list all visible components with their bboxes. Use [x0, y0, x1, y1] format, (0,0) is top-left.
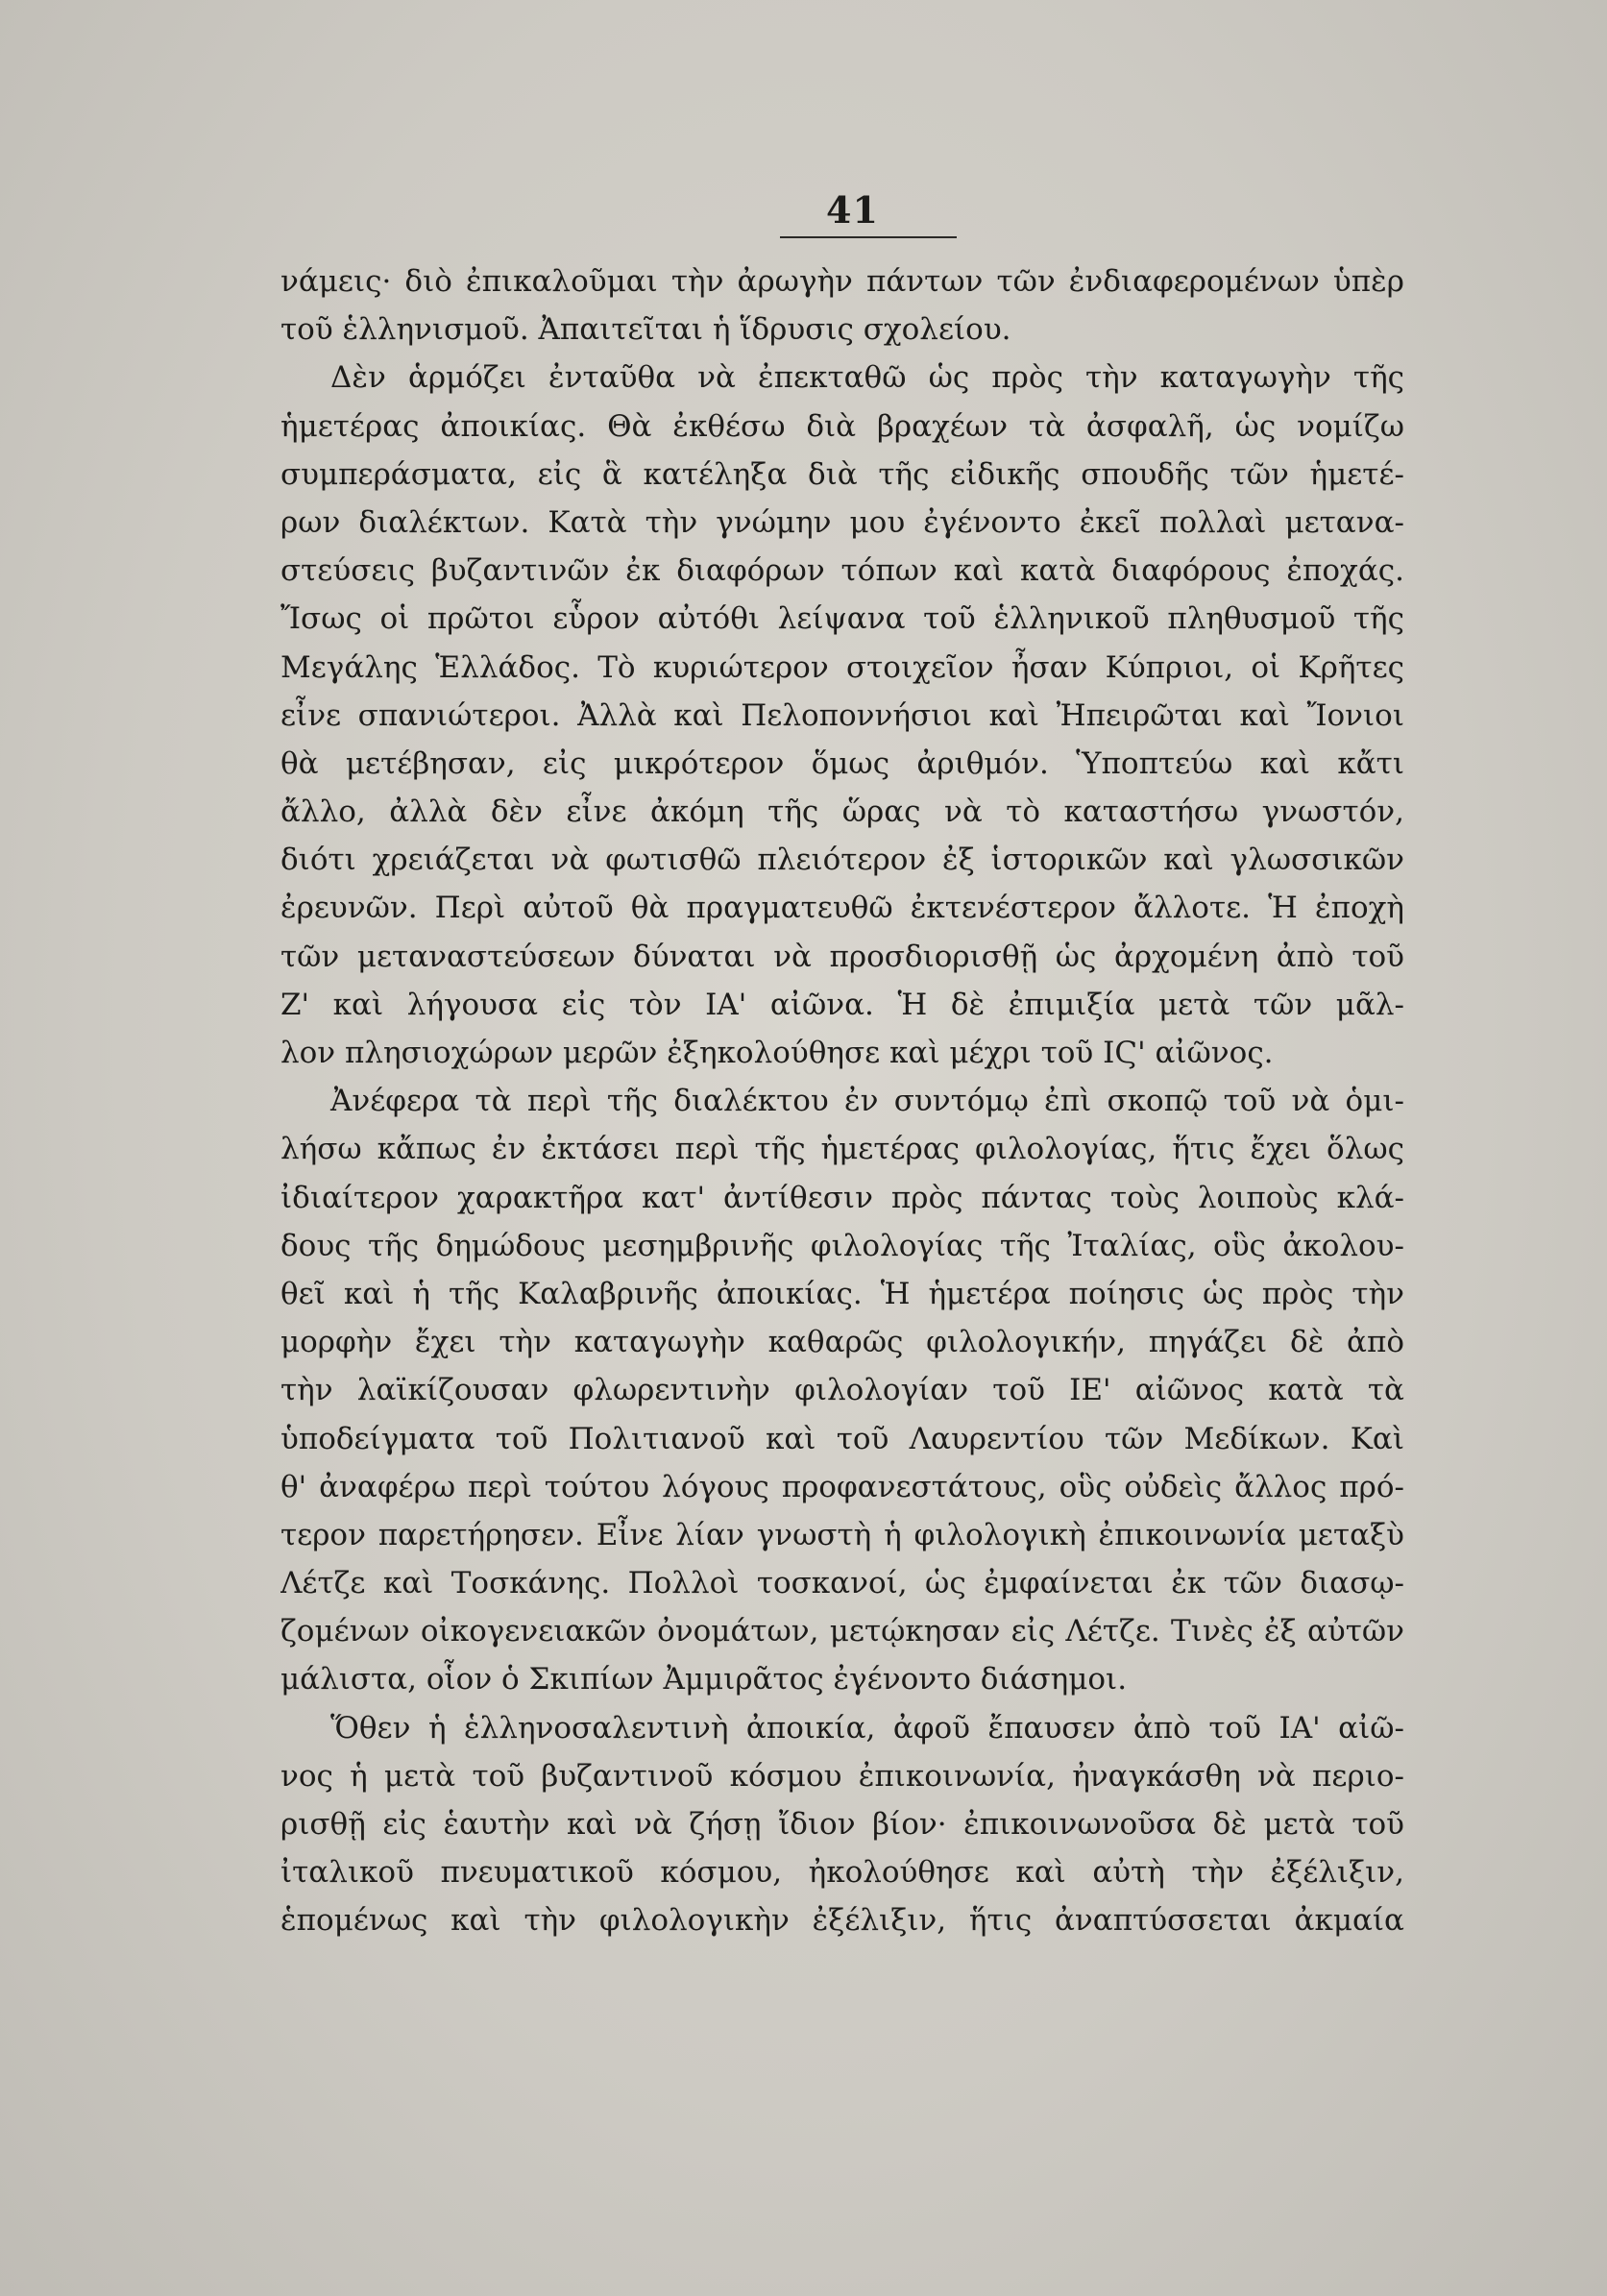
text-line: Λέτζε καὶ Τοσκάνης. Πολλοὶ τοσκανοί, ὡς ἐμφαίνεται ἐκ τῶν διασῳ-	[280, 1566, 1404, 1601]
text-line: στεύσεις βυζαντινῶν ἐκ διαφόρων τόπων καὶ κατὰ διαφόρους ἐποχάς.	[280, 553, 1404, 589]
header-rule	[780, 236, 957, 238]
text-line: τερον παρετήρησεν. Εἶνε λίαν γνωστὴ ἡ φιλολογικὴ ἐπικοινωνία μεταξὺ	[280, 1517, 1404, 1552]
text-line: λον πλησιοχώρων μερῶν ἐξηκολούθησε καὶ μέχρι τοῦ ΙϚ' αἰῶνος.	[280, 1036, 1274, 1070]
text-line: διότι χρειάζεται νὰ φωτισθῶ πλειότερον ἐξ ἱστορικῶν καὶ γλωσσικῶν	[280, 843, 1404, 878]
text-line: τῶν μεταναστεύσεων δύναται νὰ προσδιορισθῇ ὡς ἀρχομένη ἀπὸ τοῦ	[280, 939, 1404, 974]
text-line: ἰδιαίτερον χαρακτῆρα κατ' ἀντίθεσιν πρὸς πάντας τοὺς λοιποὺς κλά-	[280, 1180, 1404, 1215]
text-line: Δὲν ἁρμόζει ἐνταῦθα νὰ ἐπεκταθῶ ὡς πρὸς τὴν καταγωγὴν τῆς	[330, 360, 1404, 396]
text-line: ἰταλικοῦ πνευματικοῦ κόσμου, ἠκολούθησε καὶ αὐτὴ τὴν ἐξέλιξιν,	[280, 1855, 1404, 1891]
text-line: ἡμετέρας ἀποικίας. Θὰ ἐκθέσω διὰ βραχέων τὰ ἀσφαλῆ, ὡς νομίζω	[280, 408, 1404, 444]
text-line: Ἀνέφερα τὰ περὶ τῆς διαλέκτου ἐν συντόμῳ ἐπὶ σκοπῷ τοῦ νὰ ὁμι-	[330, 1084, 1404, 1119]
text-line: Ἴσως οἱ πρῶτοι εὗρον αὐτόθι λείψανα τοῦ ἑλληνικοῦ πληθυσμοῦ τῆς	[280, 601, 1404, 637]
text-line: ρισθῇ εἰς ἑαυτὴν καὶ νὰ ζήσῃ ἴδιον βίον· ἐπικοινωνοῦσα δὲ μετὰ τοῦ	[280, 1807, 1404, 1842]
text-line: ἐρευνῶν. Περὶ αὐτοῦ θὰ πραγματευθῶ ἐκτενέστερον ἄλλοτε. Ἡ ἐποχὴ	[280, 891, 1404, 926]
text-line: τοῦ ἑλληνισμοῦ. Ἀπαιτεῖται ἡ ἵδρυσις σχολείου.	[280, 312, 1011, 348]
text-line: ζομένων οἰκογενειακῶν ὀνομάτων, μετῴκησαν εἰς Λέτζε. Τινὲς ἐξ αὐτῶν	[280, 1614, 1404, 1649]
page-number: 41	[826, 188, 879, 232]
body-text	[280, 257, 1404, 1945]
text-line: μάλιστα, οἷον ὁ Σκιπίων Ἀμμιρᾶτος ἐγένοντο διάσημοι.	[280, 1662, 1128, 1698]
text-line: θ' ἀναφέρω περὶ τούτου λόγους προφανεστάτους, οὓς οὐδεὶς ἄλλος πρό-	[280, 1469, 1404, 1504]
text-line: ὑποδείγματα τοῦ Πολιτιανοῦ καὶ τοῦ Λαυρεντίου τῶν Μεδίκων. Καὶ	[280, 1421, 1404, 1456]
text-line: λήσω κἄπως ἐν ἐκτάσει περὶ τῆς ἡμετέρας φιλολογίας, ἥτις ἔχει ὅλως	[280, 1132, 1404, 1167]
text-line: ἄλλο, ἀλλὰ δὲν εἶνε ἀκόμη τῆς ὥρας νὰ τὸ καταστήσω γνωστόν,	[280, 794, 1404, 830]
text-line: Ὅθεν ἡ ἑλληνοσαλεντινὴ ἀποικία, ἀφοῦ ἔπαυσεν ἀπὸ τοῦ ΙΑ' αἰῶ-	[330, 1710, 1404, 1746]
text-line: Ζ' καὶ λήγουσα εἰς τὸν ΙΑ' αἰῶνα. Ἡ δὲ ἐπιμιξία μετὰ τῶν μᾶλ-	[280, 987, 1404, 1022]
text-line: ἑπομένως καὶ τὴν φιλολογικὴν ἐξέλιξιν, ἥτις ἀναπτύσσεται ἀκμαία	[280, 1903, 1404, 1939]
text-line: ρων διαλέκτων. Κατὰ τὴν γνώμην μου ἐγένοντο ἐκεῖ πολλαὶ μετανα-	[280, 504, 1404, 540]
text-line: εἶνε σπανιώτεροι. Ἀλλὰ καὶ Πελοποννήσιοι καὶ Ἠπειρῶται καὶ Ἴονιοι	[280, 697, 1404, 733]
text-line: μορφὴν ἔχει τὴν καταγωγὴν καθαρῶς φιλολογικήν, πηγάζει δὲ ἀπὸ	[280, 1325, 1404, 1360]
text-line: θεῖ καὶ ἡ τῆς Καλαβρινῆς ἀποικίας. Ἡ ἡμετέρα ποίησις ὡς πρὸς τὴν	[280, 1276, 1404, 1311]
text-line: νάμεις· διὸ ἐπικαλοῦμαι τὴν ἀρωγὴν πάντων τῶν ἐνδιαφερομένων ὑπὲρ	[280, 264, 1404, 299]
text-line: δους τῆς δημώδους μεσημβρινῆς φιλολογίας τῆς Ἰταλίας, οὓς ἀκολου-	[280, 1228, 1404, 1263]
text-line: θὰ μετέβησαν, εἰς μικρότερον ὅμως ἀριθμόν. Ὑποπτεύω καὶ κἄτι	[280, 745, 1404, 781]
text-line: νος ἡ μετὰ τοῦ βυζαντινοῦ κόσμου ἐπικοινωνία, ἠναγκάσθη νὰ περιο-	[280, 1758, 1404, 1794]
text-line: Μεγάλης Ἑλλάδος. Τὸ κυριώτερον στοιχεῖον ἦσαν Κύπριοι, οἱ Κρῆτες	[280, 649, 1404, 685]
text-line: συμπεράσματα, εἰς ἃ κατέληξα διὰ τῆς εἰδικῆς σπουδῆς τῶν ἡμετέ-	[280, 456, 1404, 492]
text-line: τὴν λαϊκίζουσαν φλωρεντινὴν φιλολογίαν τοῦ ΙΕ' αἰῶνος κατὰ τὰ	[280, 1373, 1404, 1408]
